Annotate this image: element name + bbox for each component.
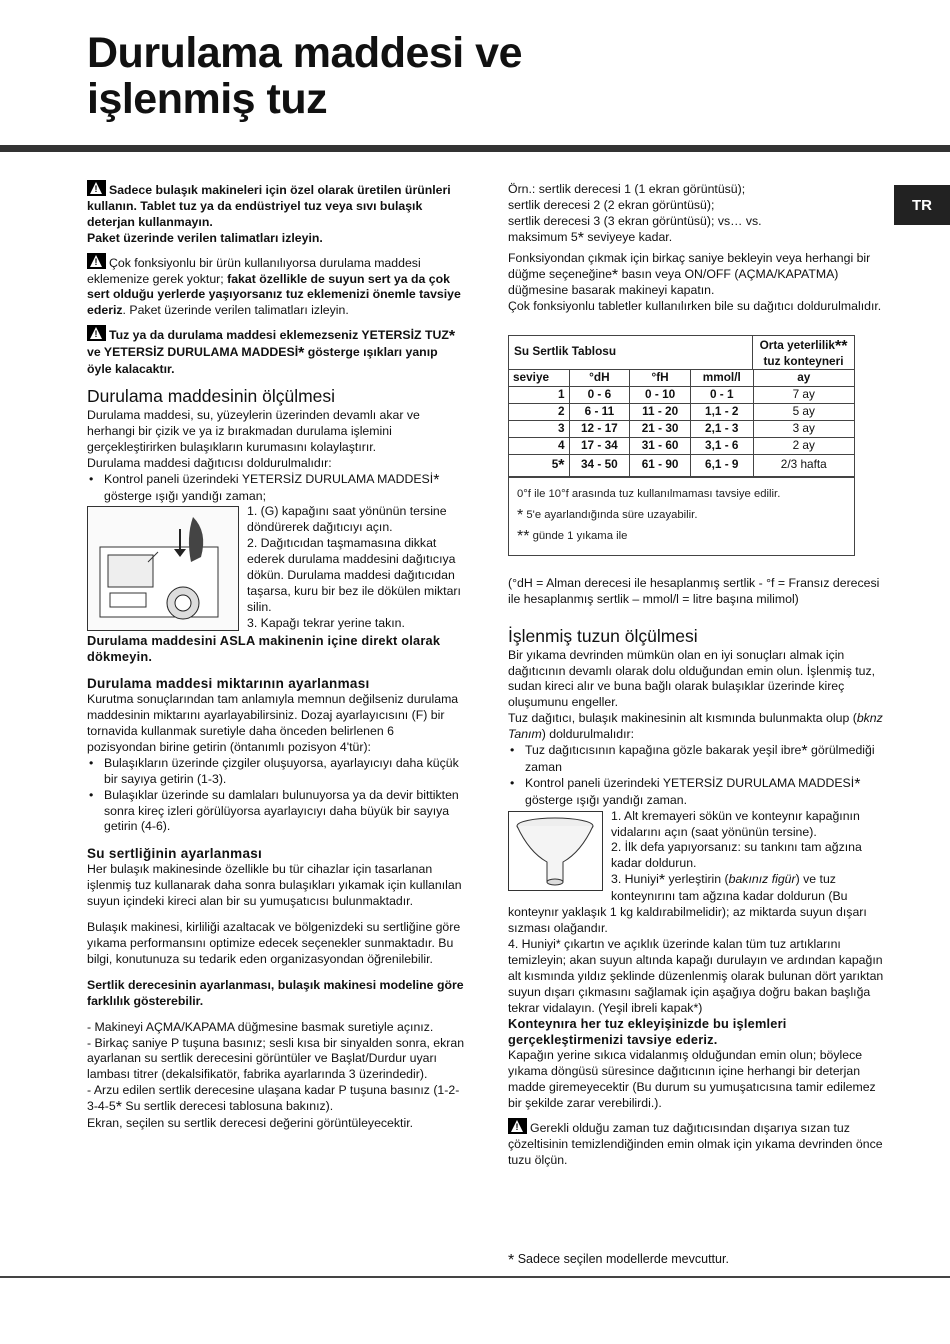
salt-p2 bbox=[508, 711, 888, 743]
asterisk: * bbox=[517, 506, 524, 524]
table-row bbox=[509, 404, 854, 421]
adjust-list bbox=[87, 756, 465, 836]
asterisk: * bbox=[558, 456, 565, 474]
warning-2-a: Çok fonksiyonlu bir ürün kullanılıyorsa durulama maddesi eklemenize gerek yoktur; bbox=[87, 255, 421, 286]
example-3: sertlik derecesi 3 (3 ekran görüntüsü); vs… vs. bbox=[508, 213, 762, 228]
water-hardness-table bbox=[508, 335, 855, 556]
asterisk: * bbox=[508, 1252, 515, 1269]
measure-bullet-end: gösterge ışığı yandığı zaman; bbox=[104, 488, 267, 503]
header-divider bbox=[0, 145, 950, 152]
title-line-1: Durulama maddesi ve bbox=[87, 29, 523, 77]
salt-b1-a: Tuz dağıtıcısının kapağına gözle bakarak yeşil ibre bbox=[525, 743, 802, 758]
warning-3 bbox=[87, 325, 465, 378]
warning-1 bbox=[87, 180, 465, 247]
step-1: 1. (G) kapağını saat yönünün tersine döndürerek dağıtıcıyı açın. bbox=[247, 504, 447, 535]
hardness-step-3-b: Su sertlik derecesi tablosuna bakınız). bbox=[121, 1099, 334, 1114]
hardness-step-4: Ekran, seçilen su sertlik derecesi değerini görüntüleyecektir. bbox=[87, 1116, 414, 1131]
exit-a: Fonksiyondan çıkmak için birkaç saniye bekleyin veya herhangi bir düğme seçeneğine bbox=[508, 250, 871, 281]
salt-step-3-b: yerleştirin ( bbox=[665, 872, 729, 887]
cell: 3,1 - 6 bbox=[691, 437, 754, 454]
salt-paragraph: Kapağın yerine sıkıca vidalanmış olduğundan emin olun; böylece yıkama döngüsü süresince dağıtıcının içine herhangi bir deterjan madde giremeyecektir (Bu durum su yumuşatıcısına tamir edilemez bir şekilde zarar verebilirdi.). bbox=[508, 1048, 876, 1110]
cell: 12 - 17 bbox=[569, 420, 630, 437]
language-tab: TR bbox=[894, 185, 950, 225]
hardness-table-grid bbox=[509, 370, 854, 477]
asterisk: * bbox=[854, 775, 861, 793]
table-header-row bbox=[509, 370, 854, 386]
note-2-text: 5'e ayarlandığında süre uzayabilir. bbox=[523, 508, 698, 521]
table-row bbox=[509, 387, 854, 404]
measure-p1: Durulama maddesi, su, yüzeylerin üzerinden devamlı akar ve herhangi bir çizik ve ya iz bırakmadan durulama işlemini gerçekleştirirken bulaşıkların kurumasını kolaylaştırır. bbox=[87, 407, 420, 454]
salt-warning bbox=[508, 1118, 888, 1169]
cell: 4 bbox=[509, 437, 569, 454]
table-notes bbox=[509, 477, 854, 555]
heading-rinse-adjust: Durulama maddesi miktarının ayarlanması bbox=[87, 676, 370, 692]
exit-b: basın veya ON/OFF (AÇMA/KAPATMA) düğmesine basarak makineyi kapatın. bbox=[508, 266, 839, 298]
cell: 34 - 50 bbox=[569, 454, 630, 476]
measure-bullet: Kontrol paneli üzerindeki YETERSİZ DURULAMA MADDESİ bbox=[104, 471, 434, 486]
asterisk: * bbox=[801, 743, 808, 761]
table-note-2 bbox=[517, 505, 849, 526]
salt-list bbox=[508, 743, 888, 809]
warning-1-text: Sadece bulaşık makineleri için özel olarak üretilen ürünleri kullanın. Tablet tuz ya da endüstriyel tuz veya sıvı bulaşık deterjan kullanmayın. bbox=[87, 183, 451, 229]
cell: 3 bbox=[509, 420, 569, 437]
adjust-paragraph: Kurutma sonuçlarından tam anlamıyla memnun değilseniz durulama maddesinin miktarını ayarlayabilirsiniz. Dozaj ayarlayıcısını (F) bir tornavida kullanmak suretiyle daha önceden belirlenen 6 pozisyondan birine getirin (öntanımlı pozisyon 4'tür): bbox=[87, 692, 459, 754]
cell: 2 bbox=[509, 404, 569, 421]
cell: 6,1 - 9 bbox=[691, 454, 754, 476]
rinse-dispenser-figure bbox=[87, 506, 239, 631]
footer-divider bbox=[0, 1276, 950, 1278]
cell: 21 - 30 bbox=[630, 420, 691, 437]
table-side-title bbox=[753, 336, 854, 369]
table-head bbox=[509, 336, 854, 370]
warning-2-b: fakat özellikle de suyun sert ya da çok sert olduğu yerlerde yaşıyorsanız tuz eklemenizi önemle tavsiye ederiz bbox=[87, 271, 461, 318]
right-column bbox=[508, 182, 888, 1169]
salt-p2-c: ) doldurulmalıdır: bbox=[541, 727, 634, 742]
asterisk: * bbox=[115, 1099, 122, 1117]
units-note: (°dH = Alman derecesi ile hesaplanmış sertlik - °f = Fransız derecesi ile hesaplanmış sertlik – mmol/l = litre başına milimol) bbox=[508, 575, 880, 606]
col-header: mmol/l bbox=[691, 370, 754, 386]
example-4-b: seviyeye kadar. bbox=[583, 229, 673, 244]
page-title bbox=[87, 30, 522, 122]
cell: 2 ay bbox=[753, 437, 854, 454]
salt-p1: Bir yıkama devrinden mümkün olan en iyi sonuçları almak için dağıtıcının devamlı olarak dolu olduğundan emin olun. İşlenmiş tuz, sudan kireci alır ve buna bağlı olarak bulaşıklar üzerinde kireç oluşumunu engeller. bbox=[508, 647, 876, 710]
salt-bold-note: Konteynıra her tuz ekleyişinizde bu işlemleri gerçekleştirmenizi tavsiye ederiz. bbox=[508, 1016, 787, 1048]
hardness-p2: Bulaşık makinesi, kirliliği azaltacak ve bölgenizdeki su sertliğine göre yıkama performansını optimize edecek seçenekler sunmaktadır. Bu bilgi, konutunuza su tedarik eden organizasyondan öğrenilebilir. bbox=[87, 920, 461, 966]
cell: 2,1 - 3 bbox=[691, 420, 754, 437]
table-note-3 bbox=[517, 526, 849, 547]
list-item bbox=[87, 472, 465, 505]
cell-value: 5 bbox=[551, 456, 559, 471]
cell: 5 ay bbox=[753, 404, 854, 421]
cell: 1,1 - 2 bbox=[691, 404, 754, 421]
side-title-1: Orta yeterlilik bbox=[759, 338, 835, 353]
table-row bbox=[509, 420, 854, 437]
double-asterisk: ** bbox=[834, 338, 848, 356]
table-row bbox=[509, 454, 854, 476]
step-2: 2. Dağıtıcıdan taşmamasına dikkat ederek durulama maddesini dağıtıcıya dökün. Durulama maddesi dağıtıcıdan taşarsa, kuru bir bez ile dökülen miktarı silin. bbox=[247, 536, 461, 614]
measure-p2: Durulama maddesi dağıtıcısı doldurulmalıdır: bbox=[87, 455, 332, 470]
footnote-text: Sadece seçilen modellerde mevcuttur. bbox=[514, 1252, 729, 1266]
example-4-a: maksimum 5 bbox=[508, 229, 578, 244]
never-pour-warning: Durulama maddesini ASLA makinenin içine direkt olarak dökmeyin. bbox=[87, 633, 441, 665]
list-item bbox=[508, 776, 888, 809]
table-title: Su Sertlik Tablosu bbox=[509, 336, 753, 369]
col-header: seviye bbox=[509, 370, 569, 386]
warning-icon bbox=[87, 325, 106, 341]
asterisk: * bbox=[433, 471, 440, 489]
exit-paragraph bbox=[508, 251, 888, 300]
asterisk: * bbox=[577, 229, 584, 247]
cell bbox=[509, 454, 569, 476]
title-line-2: işlenmiş tuz bbox=[87, 75, 328, 123]
cell: 0 - 6 bbox=[569, 387, 630, 404]
heading-salt-measure: İşlenmiş tuzun ölçülmesi bbox=[508, 625, 698, 646]
hardness-step-3 bbox=[87, 1083, 465, 1116]
warning-2-c: . Paket üzerinde verilen talimatları izleyin. bbox=[122, 303, 349, 318]
double-asterisk: ** bbox=[517, 527, 530, 545]
hardness-step-1: - Makineyi AÇMA/KAPAMA düğmesine basmak suretiyle açınız. bbox=[87, 1019, 434, 1034]
heading-rinse-measure: Durulama maddesinin ölçülmesi bbox=[87, 385, 336, 406]
exit-note: Çok fonksiyonlu tabletler kullanılırken bile su dağıtıcı doldurulmalıdır. bbox=[508, 299, 882, 314]
note-3-text: günde 1 yıkama ile bbox=[529, 529, 628, 542]
salt-step-2: 2. İlk defa yapıyorsanız: su tankını tam ağzına kadar doldurun. bbox=[611, 840, 862, 871]
funnel-figure bbox=[508, 811, 603, 891]
measure-list bbox=[87, 472, 465, 505]
salt-step-1: 1. Alt kremayeri sökün ve konteynır kapağının vidalarını açın (saat yönünün tersine). bbox=[611, 808, 860, 839]
salt-step-3-d: ) ve tuz konteynırını tam ağzına kadar doldurun (Bu konteynır yaklaşık 1 kg kaldırabilmelidir); az miktarda suyun dışarı sızması olağandır. bbox=[508, 872, 867, 935]
table-note-1: 0°f ile 10°f arasında tuz kullanılmaması tavsiye edilir. bbox=[517, 487, 781, 500]
asterisk: * bbox=[298, 345, 305, 363]
hardness-step-3-a: - Arzu edilen sertlik derecesine ulaşana kadar P tuşuna basınız (1-2-3-4-5 bbox=[87, 1083, 460, 1114]
warning-3-b: ve YETERSİZ DURULAMA MADDESİ bbox=[87, 345, 299, 360]
left-column bbox=[87, 180, 465, 1132]
salt-step-3-c: bakınız figür bbox=[728, 872, 796, 887]
cell: 1 bbox=[509, 387, 569, 404]
salt-step-3-a: 3. Huniyi bbox=[611, 872, 659, 887]
col-header: °dH bbox=[569, 370, 630, 386]
cell: 17 - 34 bbox=[569, 437, 630, 454]
example-1: Örn.: sertlik derecesi 1 (1 ekran görüntüsü); bbox=[508, 182, 746, 196]
hardness-step-2: - Birkaç saniye P tuşuna basınız; sesli kısa bir sinyalden sonra, ekran ayarlanan su sertlik derecesini görüntüler ve Başlat/Durdur uyarı lambası titrer (dekalsifikatör, fabrika ayarlarında 3 üzerindedir). bbox=[87, 1035, 465, 1082]
cell: 31 - 60 bbox=[630, 437, 691, 454]
salt-b2-a: Kontrol paneli üzerindeki YETERSİZ DURULAMA MADDESİ bbox=[525, 775, 855, 790]
list-item: • Bulaşıkların üzerinde çizgiler oluşuyorsa, ayarlayıcıyı daha küçük bir sayıya getirin (1-3). bbox=[87, 756, 465, 788]
heading-water-hardness: Su sertliğinin ayarlanması bbox=[87, 846, 263, 862]
salt-p2-a: Tuz dağıtıcı, bulaşık makinesinin alt kısmında bulunmakta olup ( bbox=[508, 711, 857, 726]
warning-icon bbox=[508, 1118, 527, 1134]
cell: 0 - 1 bbox=[691, 387, 754, 404]
cell: 3 ay bbox=[753, 420, 854, 437]
asterisk: * bbox=[611, 266, 619, 284]
list-item bbox=[508, 743, 888, 776]
warning-3-a: Tuz ya da durulama maddesi eklemezseniz YETERSİZ TUZ bbox=[109, 328, 449, 343]
warning-icon bbox=[87, 180, 106, 196]
list-item: • Bulaşıklar üzerinde su damlaları bulunuyorsa ya da devir bittikten sonra kireç izleri görülüyorsa ayarlayıcıyı daha büyük bir sayıya getirin (4-6). bbox=[87, 788, 465, 836]
cell: 0 - 10 bbox=[630, 387, 691, 404]
warning-icon bbox=[87, 253, 106, 269]
warning-3-c: gösterge ışıkları yanıp öyle kalacaktır. bbox=[87, 345, 438, 377]
salt-warning-text: Gerekli olduğu zaman tuz dağıtıcısından dışarıya sızan tuz çözeltisinin temizlendiğinden emin olmak için yıkama devrinden önce tuzu ölçün. bbox=[508, 1120, 883, 1167]
col-header: °fH bbox=[630, 370, 691, 386]
cell: 6 - 11 bbox=[569, 404, 630, 421]
step-3: 3. Kapağı tekrar yerine takın. bbox=[247, 615, 405, 630]
salt-step-4: 4. Huniyi* çıkartın ve açıklık üzerinde kalan tüm tuz artıklarını temizleyin; akan suyun altında kapağı durulayın ve ardından kapağın alt kısmında yıldız şeklinde düzenlenmiş olarak bulunan dört yarıktan suyun dışarı çıkmasını sağlamak için aşağıya doğru bakan başlığa tekrar vidalayın. (Yeşil ibreli kapak*) bbox=[508, 936, 884, 1015]
warning-1-text2: Paket üzerinde verilen talimatları izleyin. bbox=[87, 230, 323, 245]
salt-p2-b: bknz Tanım bbox=[508, 711, 883, 742]
hardness-bold-note: Sertlik derecesinin ayarlanması, bulaşık makinesi modeline göre farklılık gösterebilir. bbox=[87, 977, 464, 1008]
asterisk: * bbox=[448, 328, 456, 346]
cell: 11 - 20 bbox=[630, 404, 691, 421]
salt-b1-b: görülmediği zaman bbox=[525, 743, 875, 774]
cell: 7 ay bbox=[753, 387, 854, 404]
example-2: sertlik derecesi 2 (2 ekran görüntüsü); bbox=[508, 197, 715, 212]
table-row bbox=[509, 437, 854, 454]
col-header: ay bbox=[753, 370, 854, 386]
cell: 61 - 90 bbox=[630, 454, 691, 476]
salt-b2-b: gösterge ışığı yandığı zaman. bbox=[525, 792, 688, 807]
example-4 bbox=[508, 230, 888, 247]
footnote bbox=[508, 1252, 729, 1270]
asterisk: * bbox=[658, 872, 666, 890]
side-title-2: tuz konteyneri bbox=[763, 354, 844, 369]
hardness-p1: Her bulaşık makinesinde özellikle bu tür cihazlar için tasarlanan işlenmiş tuz kullanarak daha sonra bulaşıkları yıkamak için kullanılan suyun içindeki kireci alan bir su yumuşatıcısı bulunmaktadır. bbox=[87, 862, 462, 909]
cell: 2/3 hafta bbox=[753, 454, 854, 476]
warning-2 bbox=[87, 253, 465, 320]
